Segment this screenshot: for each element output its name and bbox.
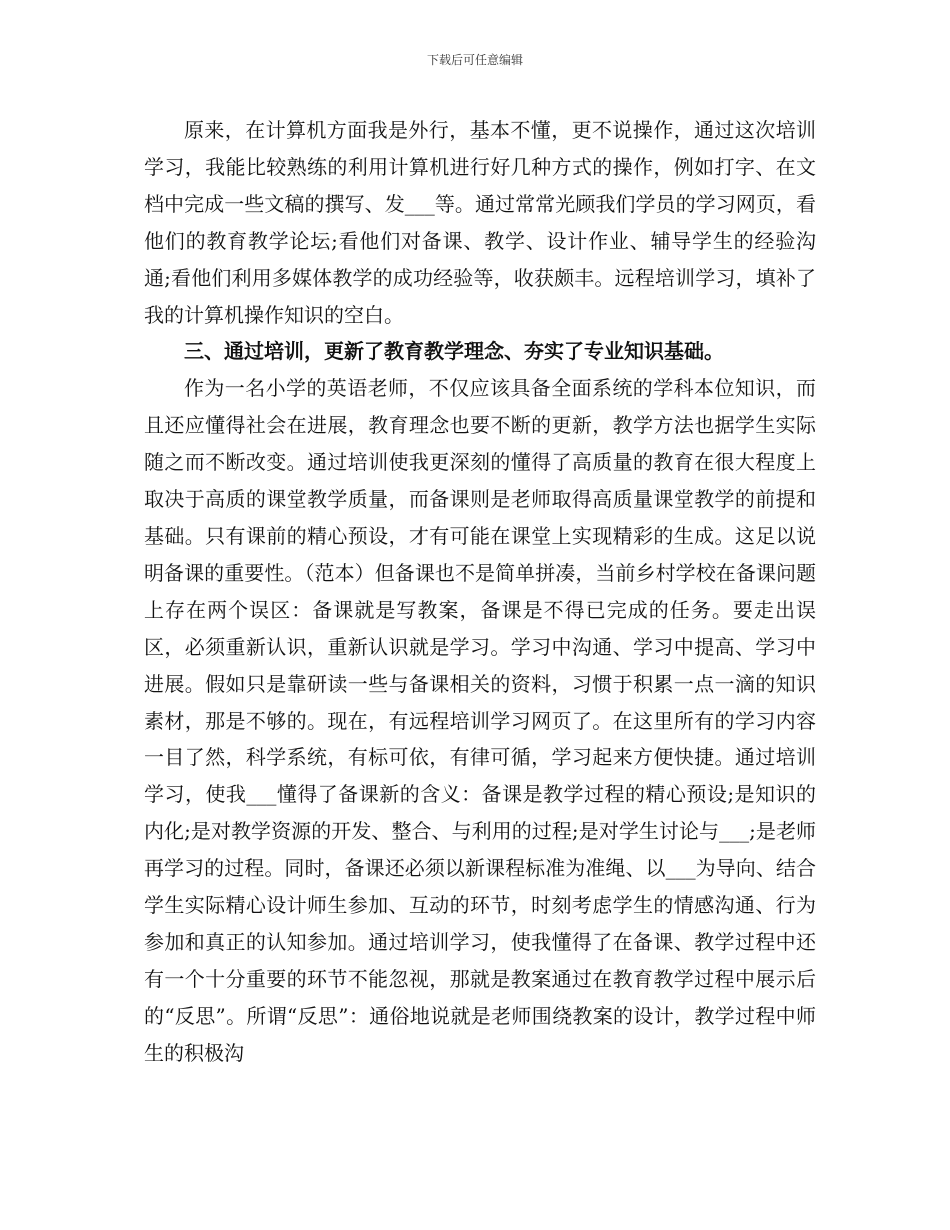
body-paragraph: 作为一名小学的英语老师，不仅应该具备全面系统的学科本位知识，而且还应懂得社会在进展，教育理念也要不断的更新，教学方法也据学生实际随之而不断改变。通过培训使我更深刻的懂得了高质量的教育在很大程度上取决于高质的课堂教学质量，而备课则是老师取得高质量课堂教学的前提和基础。只有课前的精心预设，才有可能在课堂上实现精彩的生成。这足以说明备课的重要性。（范本）但备课也不是简单拼凑，当前乡村学校在备课问题上存在两个误区：备课就是写教案，备课是不得已完成的任务。要走出误区，必须重新认识，重新认识就是学习。学习中沟通、学习中提高、学习中进展。假如只是靠研读一些与备课相关的资料，习惯于积累一点一滴的知识素材，那是不够的。现在，有远程培训学习网页了。在这里所有的学习内容一目了然，科学系统，有标可依，有律可循，学习起来方便快捷。通过培训学习，使我___懂得了备课新的含义：备课是教学过程的精心预设;是知识的内化;是对教学资源的开发、整合、与利用的过程;是对学生讨论与___;是老师再学习的过程。同时，备课还必须以新课程标准为准绳、以___为导向、结合学生实际精心设计师生参加、互动的环节，时刻考虑学生的情感沟通、行为参加和真正的认知参加。通过培训学习，使我懂得了在备课、教学过程中还有一个十分重要的环节不能忽视，那就是教案通过在教育教学过程中展示后的“反思”。所谓“反思”：通俗地说就是老师围绕教案的设计，教学过程中师生的积极沟 xyxy=(144,376,816,1065)
body-paragraph: 原来，在计算机方面我是外行，基本不懂，更不说操作，通过这次培训学习，我能比较熟练的利用计算机进行好几种方式的操作，例如打字、在文档中完成一些文稿的撰写、发___等。通过常常光顾我们学员的学习网页，看他们的教育教学论坛;看他们对备课、教学、设计作业、辅导学生的经验沟通;看他们利用多媒体教学的成功经验等，收获颇丰。远程培训学习，填补了我的计算机操作知识的空白。 xyxy=(144,118,816,327)
document-body xyxy=(144,112,816,1072)
section-heading: 三、通过培训，更新了教育教学理念、夯实了专业知识基础。 xyxy=(184,339,724,364)
page-header: 下载后可任意编辑 xyxy=(426,53,523,67)
